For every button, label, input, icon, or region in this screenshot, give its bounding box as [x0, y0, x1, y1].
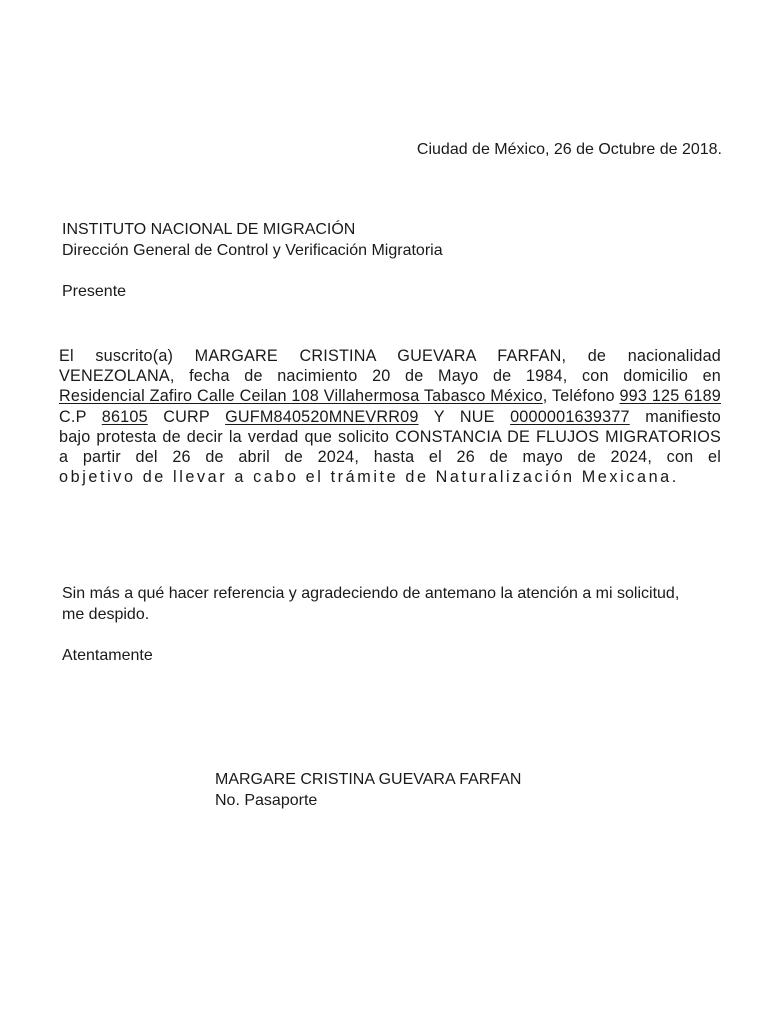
sign-off: Atentamente	[62, 647, 153, 664]
body-text: manifiesto	[629, 407, 721, 426]
body-text: CURP	[147, 407, 226, 426]
address-value: Residencial Zafiro Calle Ceilan 108 Villahermosa Tabasco México	[59, 387, 543, 406]
phone-value: 993 125 6189	[619, 387, 721, 406]
closing-line-1: Sin más a qué hacer referencia y agradeciendo de antemano la atención a mi solicitud,	[62, 585, 680, 602]
body-text: VENEZOLANA, fecha de nacimiento 20 de Mayo de 1984, con domicilio en	[59, 367, 721, 386]
body-line-6	[59, 447, 721, 467]
body-text: , Teléfono	[542, 387, 620, 406]
body-text: a partir del 26 de abril de 2024, hasta el 26 de mayo de 2024, con el	[59, 447, 721, 466]
body-line-4	[59, 407, 721, 427]
body-text: El suscrito(a) MARGARE CRISTINA GUEVARA FARFAN, de nacionalidad	[59, 347, 721, 365]
closing-line-2: me despido.	[62, 606, 150, 623]
recipient-department: Dirección General de Control y Verificación Migratoria	[62, 242, 443, 259]
body-line-7	[59, 467, 721, 487]
postal-code-value: 86105	[101, 407, 148, 426]
body-text: Y NUE	[418, 407, 511, 426]
nue-value: 0000001639377	[510, 407, 630, 426]
date-line: Ciudad de México, 26 de Octubre de 2018.	[416, 141, 722, 158]
body-line-1	[59, 346, 721, 366]
curp-value: GUFM840520MNEVRR09	[225, 407, 419, 426]
body-text: C.P	[59, 407, 102, 426]
body-text: bajo protesta de decir la verdad que solicito CONSTANCIA DE FLUJOS MIGRATORIOS	[59, 427, 721, 446]
body-line-3	[59, 386, 721, 406]
body-line-5	[59, 427, 721, 447]
body-text: objetivo de llevar a cabo el trámite de Naturalización Mexicana.	[59, 468, 679, 487]
signature-name: MARGARE CRISTINA GUEVARA FARFAN	[215, 771, 522, 788]
passport-label: No. Pasaporte	[215, 792, 318, 809]
recipient-institution: INSTITUTO NACIONAL DE MIGRACIÓN	[62, 221, 356, 238]
body-line-2	[59, 366, 721, 386]
letter-body	[59, 346, 721, 487]
salutation: Presente	[62, 283, 127, 300]
